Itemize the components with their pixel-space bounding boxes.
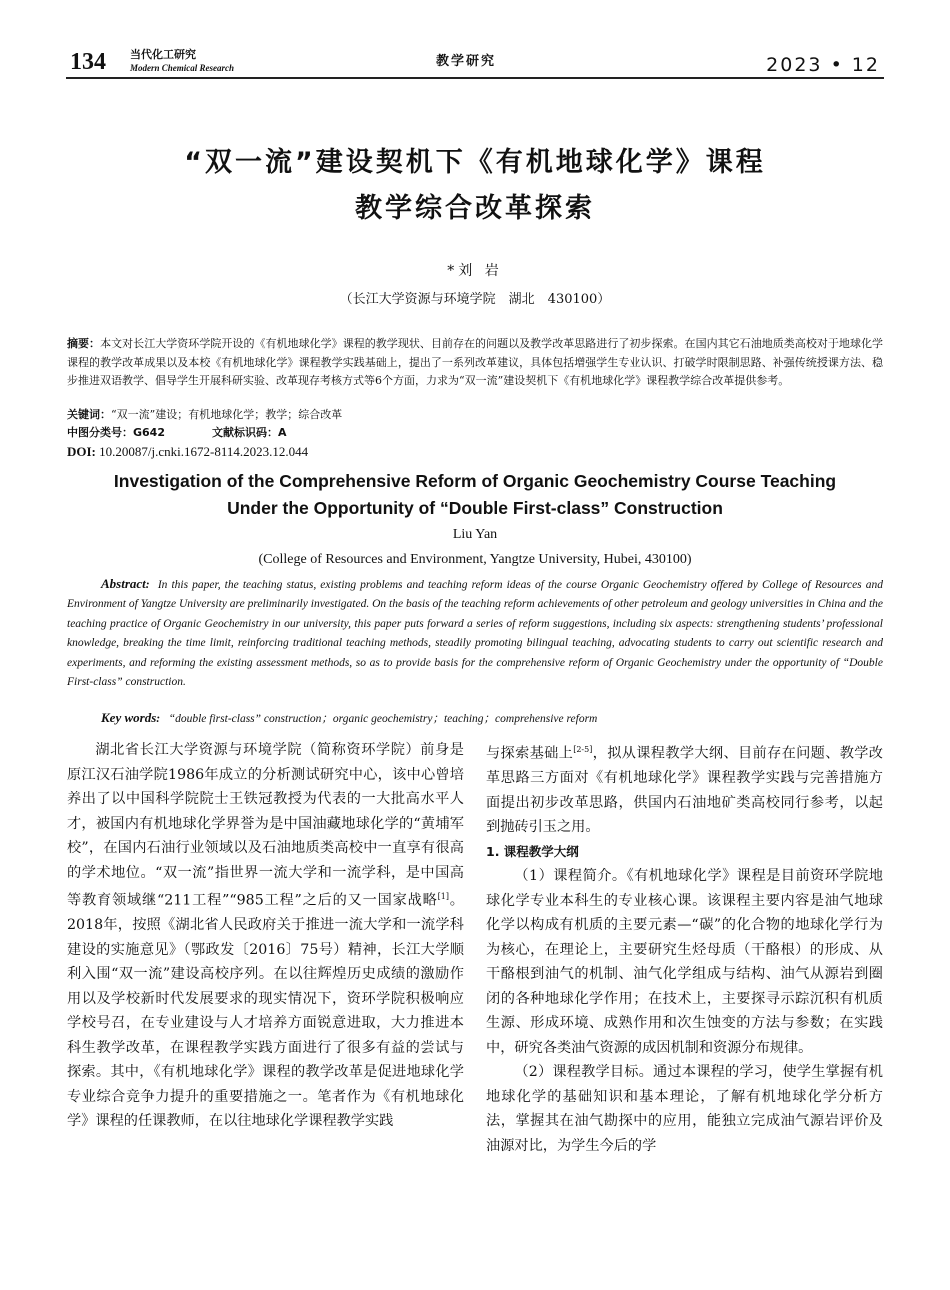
journal-name-cn: 当代化工研究: [130, 48, 196, 61]
en-title-line-2: Under the Opportunity of “Double First-class” Construction: [227, 498, 723, 518]
clc-label: 中图分类号：: [67, 426, 133, 439]
doi-line: [67, 443, 308, 460]
en-abstract-label: Abstract: [101, 576, 146, 591]
classification-line: [67, 424, 883, 441]
body-paragraph: 湖北省长江大学资源与环境学院（简称资环学院）前身是原江汉石油学院1986年成立的分析测试研究中心，该中心曾培养出了以中国科学院院士王铁冠教授为代表的一大批高水平人才，被国内有机地球化学界誉为是中国油藏地球化学的“黄埔军校”，在国内石油行业领域以及石油地质类高校中一直享有很高的学术地位。“双一流”指世界一流大学和一流学科，是中国高等教育领域继“211工程”“985工程”之后的又一国家战略[1]。2018年，按照《湖北省人民政府关于推进一流大学和一流学科建设的实施意见》（鄂政发〔2016〕75号）精神，长江大学顺利入围“双一流”建设高校序列。在以往辉煌历史成绩的激励作用以及学校新时代发展要求的现实情况下，资环学院积极响应学校号召，在专业建设与人才培养方面锐意进取，大力推进本科生教学改革，在课程教学实践方面进行了很多有益的尝试与探索。其中，《有机地球化学》课程的教学改革是促进地球化学专业综合竞争力提升的重要措施之一。笔者作为《有机地球化学》课程的任课教师，在以往地球化学课程教学实践: [67, 742, 464, 1130]
title-line-1: “双一流”建设契机下《有机地球化学》课程: [184, 147, 766, 178]
abstract-cn: [67, 335, 883, 391]
abstract-cn-label: 摘要：: [67, 337, 101, 350]
en-keywords-label: Key words: [101, 710, 157, 725]
body-column-left: [67, 738, 464, 1134]
doc-code-label: 文献标识码：: [212, 426, 278, 439]
body-paragraph: 与探索基础上[2-5]，拟从课程教学大纲、目前存在问题、教学改革思路三方面对《有机地球化学》课程教学实践与完善措施方面提出初步改革思路，供国内石油地矿类高校同行参考，以起到抛砖引玉之用。: [486, 745, 883, 836]
page-number: 134: [70, 49, 106, 75]
en-keywords: Key words: “double first-class” construction；organic geochemistry；teaching；comprehensive reform: [101, 710, 598, 725]
en-keywords-text: “double first-class” construction；organic geochemistry；teaching；comprehensive reform: [168, 713, 598, 725]
issue-label: 2023 • 12: [766, 54, 880, 76]
section-heading: 1. 课程教学大纲: [486, 843, 579, 859]
section-label: 教学研究: [436, 54, 497, 69]
body-column-right: [486, 738, 883, 1158]
en-abstract: Abstract: In this paper, the teaching status, existing problems and teaching reform ideas of the course Organic Geochemistry offered by College of Resources and Environment of Yangtze University are preliminarily investigated. On the basis of the teaching reform achievements of other petroleum and geology universities in China and the teaching practice of Organic Geochemistry in our university, this paper puts forward a series of reform suggestions, including six aspects: strengthening students’ professional knowledge, breaking the time limit, reinforcing traditional teaching methods, steadily promoting bilingual teaching, advocating students to carry out scientific research and experiments, and reforming the existing assessment methods, so as to provide basis for the comprehensive reform of Organic Geochemistry under the opportunity of “Double First-class” construction.: [67, 576, 883, 689]
author-cn: *刘 岩: [447, 263, 503, 279]
title-line-2: 教学综合改革探索: [355, 193, 595, 224]
en-title-line-1: Investigation of the Comprehensive Reform of Organic Geochemistry Course Teaching: [113, 471, 837, 491]
keywords-cn-text: “双一流”建设；有机地球化学；教学；综合改革: [111, 408, 343, 421]
keywords-cn-label: 关键词：: [67, 408, 111, 421]
body-paragraph: （2）课程教学目标。通过本课程的学习，使学生掌握有机地球化学的基础知识和基本理论，了解有机地球化学分析方法，掌握其在油气勘探中的应用，能独立完成油气源岩评价及油源对比，为学生今后的学: [486, 1064, 883, 1154]
journal-name-en: Modern Chemical Research: [130, 63, 235, 73]
en-affiliation: (College of Resources and Environment, Yangtze University, Hubei, 430100): [258, 552, 692, 567]
en-abstract-text: In this paper, the teaching status, existing problems and teaching reform ideas of the course Organic Geochemistry offered by College of Resources and Environment of Yangtze University are preliminarily investigated. On the basis of the teaching reform achievements of other petroleum and geology universities in China and the teaching practice of Organic Geochemistry in our university, this paper puts forward a series of reform suggestions, including six aspects: strengthening students’ professional knowledge, breaking the time limit, reinforcing traditional teaching methods, steadily promoting bilingual teaching, advocating students to carry out scientific research and experiments, and reforming the existing assessment methods, so as to provide basis for the comprehensive reform of Organic Geochemistry under the opportunity of “Double First-class” construction.: [67, 579, 883, 689]
citation: [1]: [437, 892, 449, 901]
header-divider: [66, 77, 884, 79]
affiliation-cn: （长江大学资源与环境学院 湖北 430100）: [339, 292, 611, 307]
body-paragraph: （1）课程简介。《有机地球化学》课程是目前资环学院地球化学专业本科生的专业核心课。该课程主要内容是油气地球化学以构成有机质的主要元素—“碳”的化合物的地球化学行为为核心，在理论上，主要研究生烃母质（干酪根）的形成、从干酪根到油气的机制、油气化学组成与结构、油气从源岩到圈闭的各种地球化学作用；在技术上，主要探寻示踪沉积有机质生源、形成环境、成熟作用和次生蚀变的方法与参数；在实践中，研究各类油气资源的成因机制和资源分布规律。: [486, 868, 883, 1056]
citation: [2-5]: [573, 745, 593, 754]
doi-value: 10.20087/j.cnki.1672-8114.2023.12.044: [99, 444, 309, 459]
clc-value: G642: [133, 426, 165, 439]
abstract-cn-text: 本文对长江大学资环学院开设的《有机地球化学》课程的教学现状、目前存在的问题以及教学改革思路进行了初步探索。在国内其它石油地质类高校对于地球化学课程的教学改革成果以及本校《有机地球化学》课程教学实践基础上，提出了一系列改革建议，具体包括增强学生专业认识、打破学时限制思路、补强传统授课方法、稳步推进双语教学、倡导学生开展科研实验、改革现存考核方式等6个方面，力求为“双一流”建设契机下《有机地球化学》课程教学综合改革提供参考。: [67, 337, 884, 387]
doi-label: DOI:: [67, 444, 96, 459]
keywords-cn: [67, 406, 883, 423]
doc-code-value: A: [278, 426, 287, 439]
en-author: Liu Yan: [452, 527, 498, 542]
